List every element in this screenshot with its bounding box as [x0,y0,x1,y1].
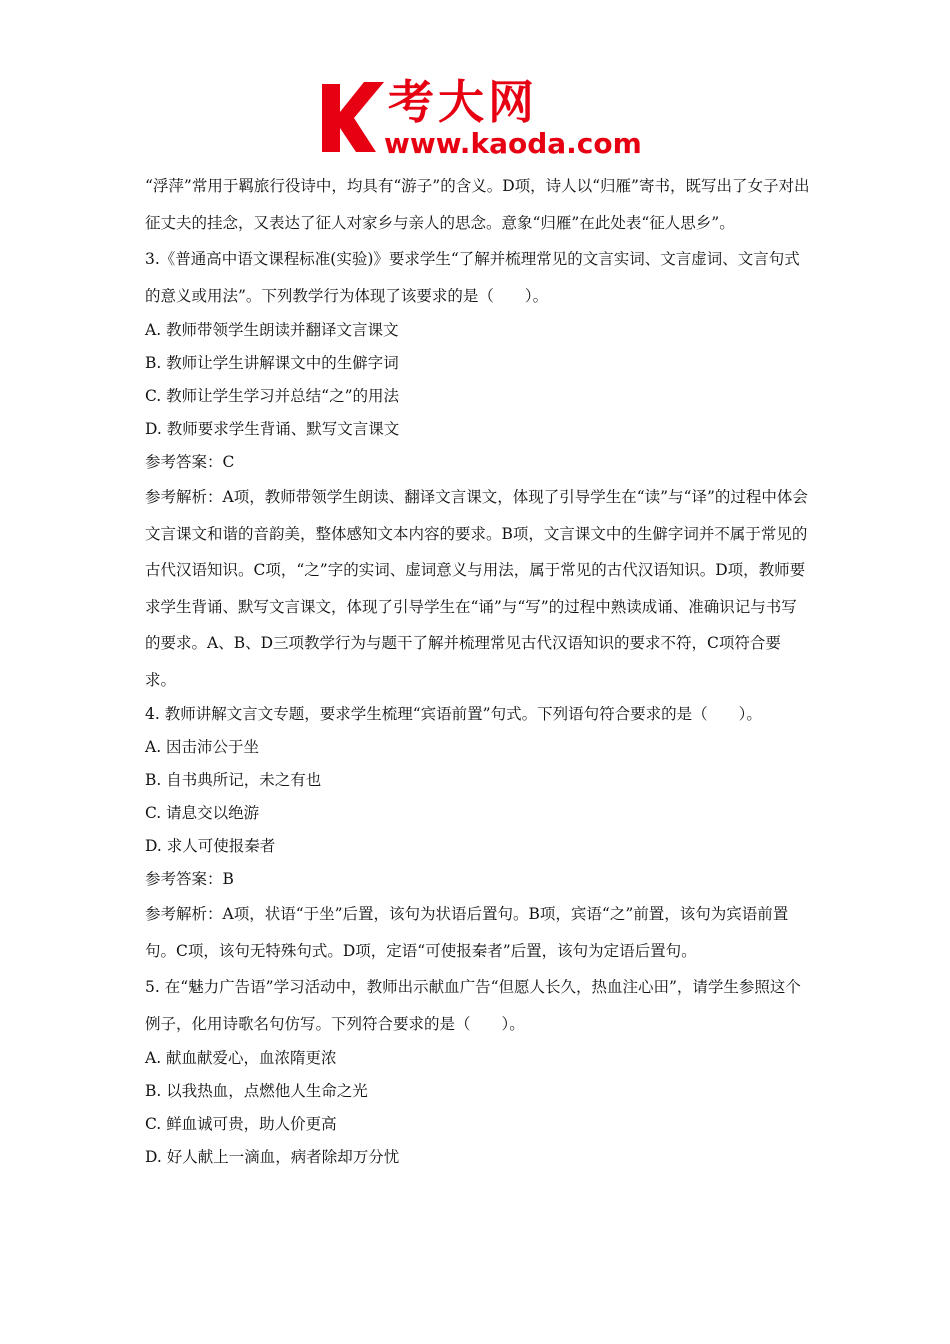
option-line: B. 以我热血，点燃他人生命之光 [145,1082,368,1100]
option-line: A. 教师带领学生朗读并翻译文言课文 [145,321,399,339]
option-line: A. 献血献爱心，血浓隋更浓 [145,1049,337,1067]
document-body [145,168,810,1174]
question-stem: 3.《普通高中语文课程标准(实验)》要求学生“了解并梳理常见的文言实词、文言虚词、文言句式的意义或用法”。下列教学行为体现了该要求的是（ ）。 [145,250,800,305]
question-stem: 4. 教师讲解文言文专题，要求学生梳理“宾语前置”句式。下列语句符合要求的是（ ）。 [145,705,762,723]
option-line: D. 好人献上一滴血，病者除却万分忧 [145,1148,400,1166]
logo-chinese-text: 考大网 [388,75,538,129]
option-line: C. 鲜血诚可贵，助人价更高 [145,1115,337,1133]
explanation: 参考解析：A项，教师带领学生朗读、翻译文言课文，体现了引导学生在“读”与“译”的过程中体会文言课文和谐的音韵美，整体感知文本内容的要求。B项，文言课文中的生僻字词并不属于常见的古代汉语知识。C项，“之”字的实词、虚词意义与用法，属于常见的古代汉语知识。D项，教师要求学生背诵、默写文言课文，体现了引导学生在“诵”与“写”的过程中熟读成诵、准确识记与书写的要求。A、B、D三项教学行为与题干了解并梳理常见古代汉语知识的要求不符，C项符合要求。 [145,488,808,689]
option-line: D. 教师要求学生背诵、默写文言课文 [145,420,400,438]
option-line: B. 自书典所记，未之有也 [145,771,322,789]
paragraph: “浮萍”常用于羁旅行役诗中，均具有“游子”的含义。D项，诗人以“归雁”寄书，既写出了女子对出征丈夫的挂念，又表达了征人对家乡与亲人的思念。意象“归雁”在此处表“征人思乡”。 [145,177,810,232]
question-stem: 5. 在“魅力广告语”学习活动中，教师出示献血广告“但愿人长久，热血注心田”，请学生参照这个例子，化用诗歌名句仿写。下列符合要求的是（ ）。 [145,978,801,1033]
logo-k-mark [318,78,388,156]
option-line: A. 因击沛公于坐 [145,738,260,756]
option-line: B. 教师让学生讲解课文中的生僻字词 [145,354,399,372]
explanation: 参考解析：A项，状语“于坐”后置，该句为状语后置句。B项，宾语“之”前置，该句为宾语前置句。C项，该句无特殊句式。D项，定语“可使报秦者”后置，该句为定语后置句。 [145,905,789,960]
logo-url-text: www.kaoda.com [384,127,642,160]
answer-line: 参考答案：C [145,453,235,471]
answer-line: 参考答案：B [145,870,234,888]
option-line: C. 请息交以绝游 [145,804,260,822]
site-logo [318,75,642,160]
option-line: D. 求人可使报秦者 [145,837,276,855]
option-line: C. 教师让学生学习并总结“之”的用法 [145,387,400,405]
